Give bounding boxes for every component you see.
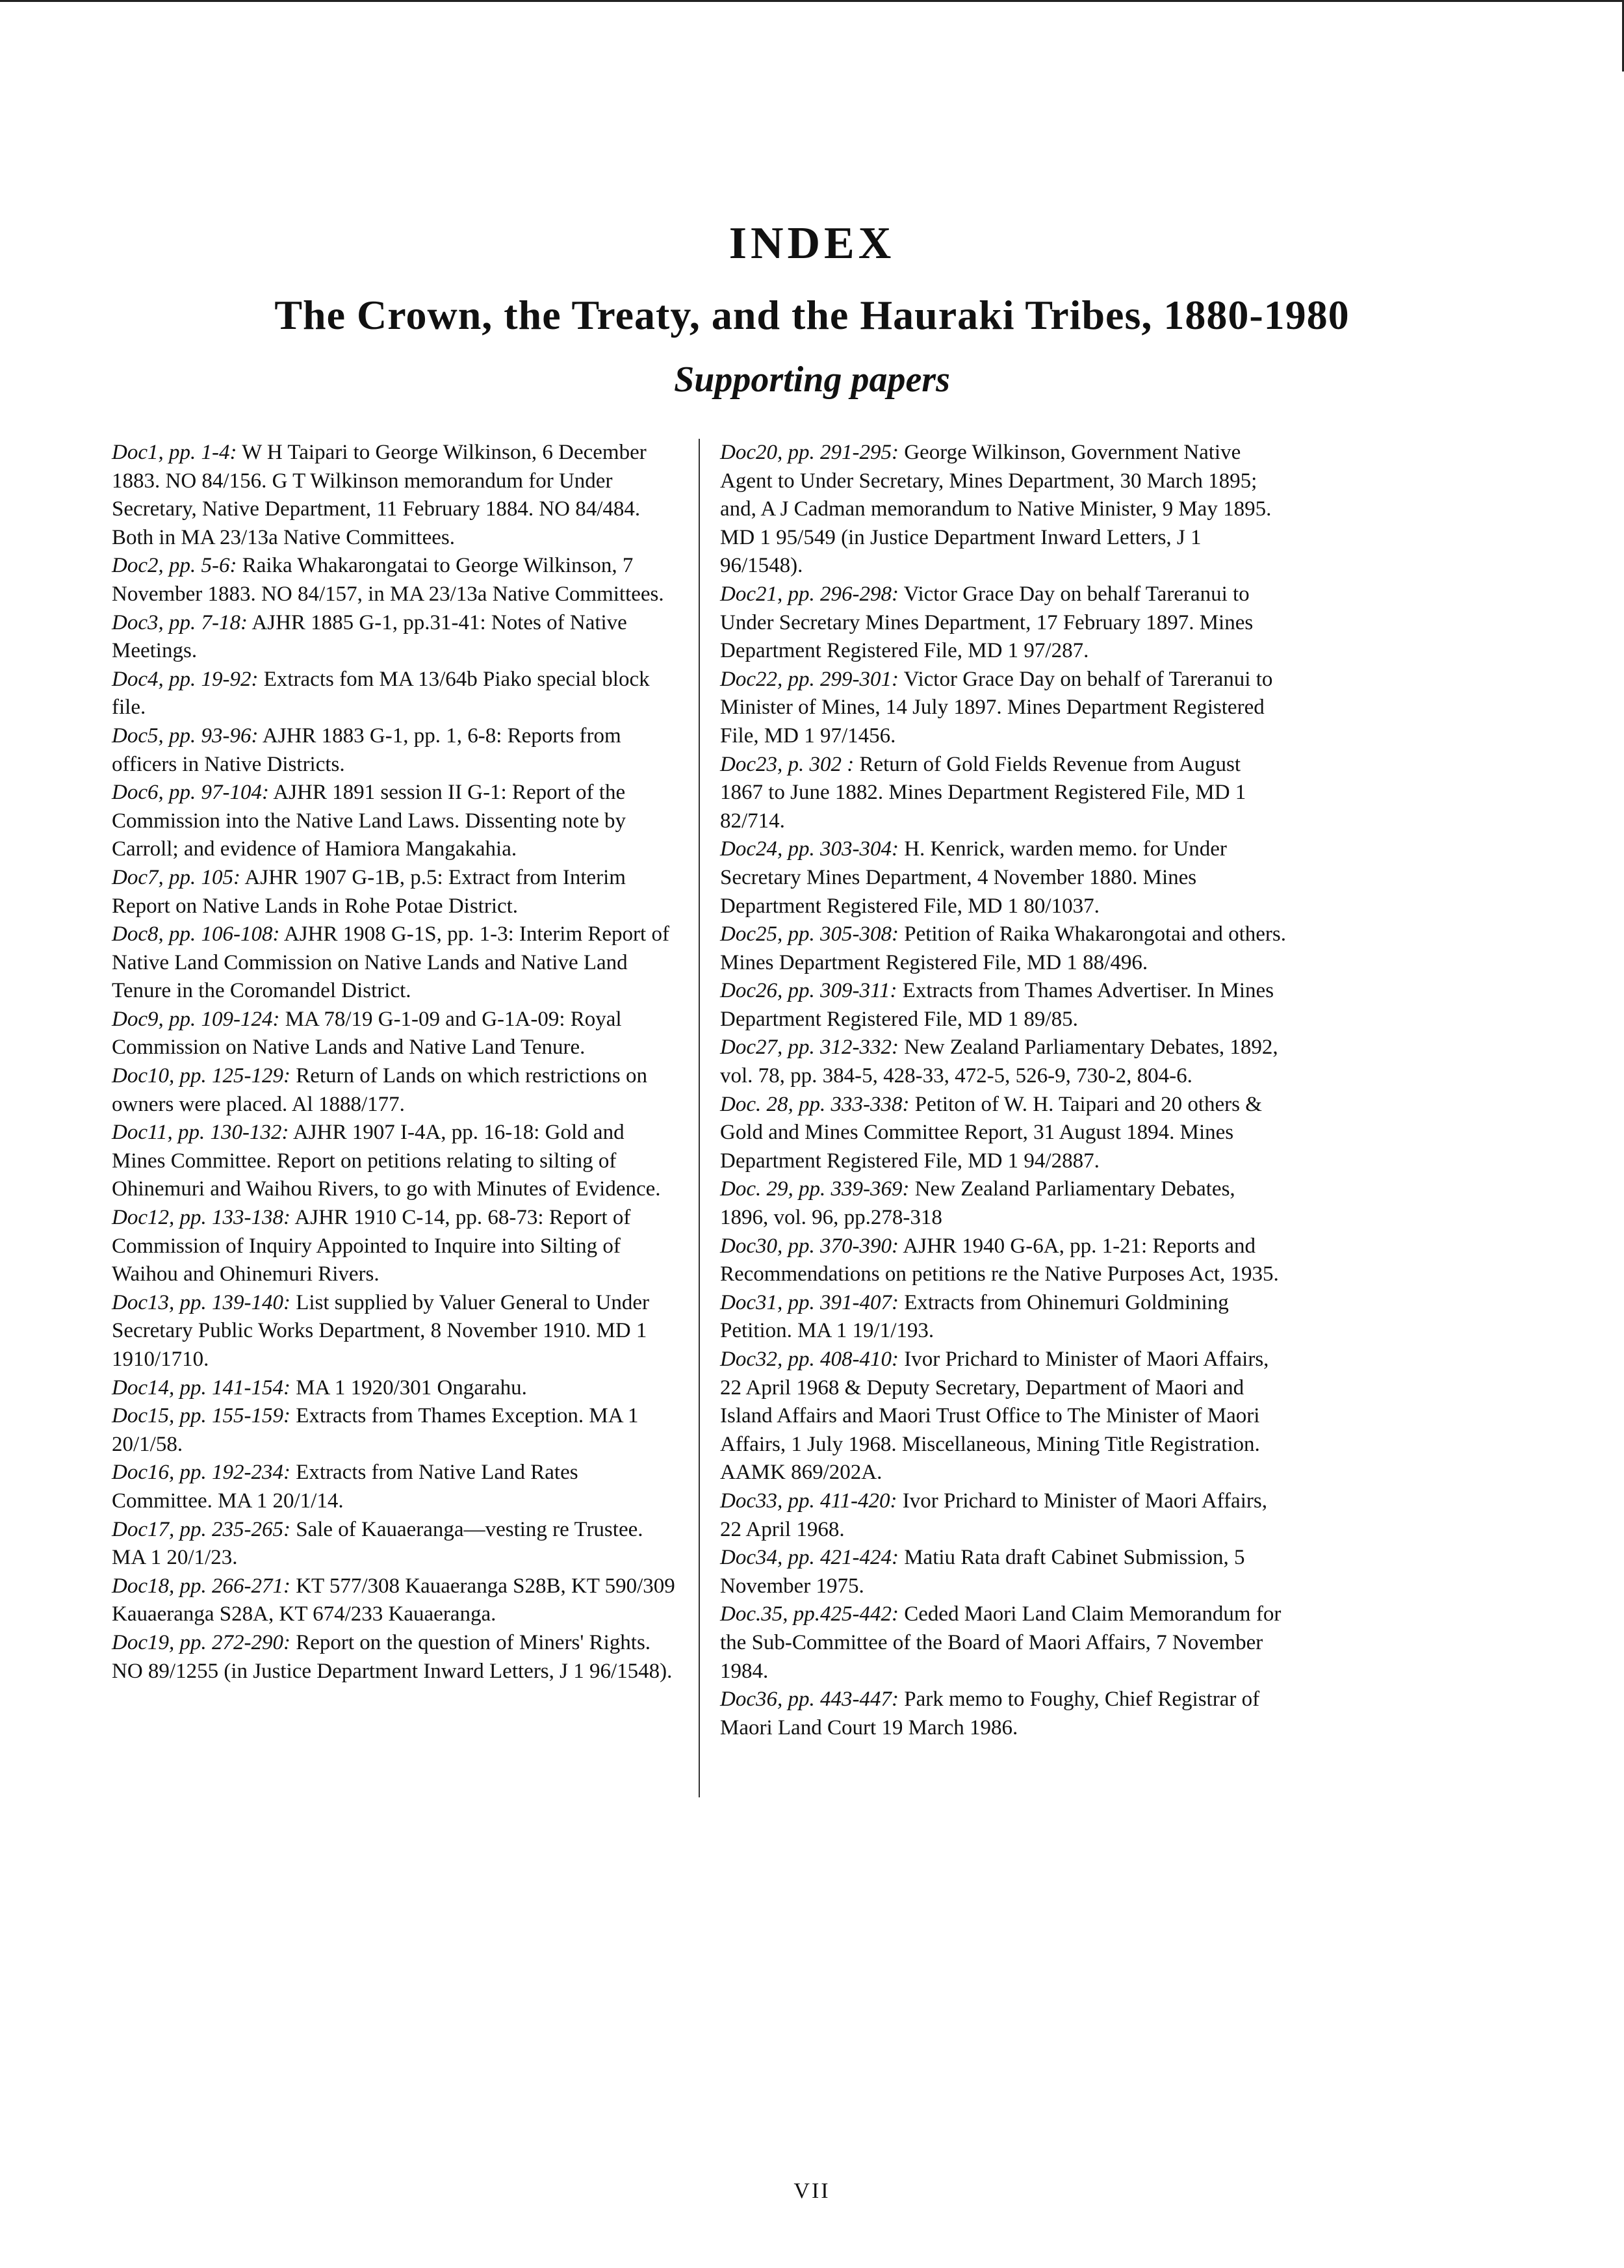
document-reference: Doc1, pp. 1-4: (112, 441, 237, 464)
entry-description: AJHR 1891 session II G-1: Report of the Commission into the Native Land Laws. Dissenting note by Carroll; and evidence of Hamiora Mangakahia. (112, 781, 626, 861)
index-entry (720, 977, 1289, 1034)
index-entry (720, 1600, 1289, 1686)
column-divider (699, 439, 700, 1797)
document-reference: Doc3, pp. 7-18: (112, 610, 248, 634)
document-reference: Doc22, pp. 299-301: (720, 667, 899, 691)
entry-description: Ivor Prichard to Minister of Maori Affairs, 22 April 1968 & Deputy Secretary, Department of Maori and Island Affairs and Maori Trust Office to The Minister of Maori Affairs, 1 July 1968. Miscellaneous, Mining Title Registration. AAMK 869/202A. (720, 1348, 1269, 1485)
document-reference: Doc21, pp. 296-298: (720, 582, 899, 606)
right-column (720, 439, 1289, 1742)
document-reference: Doc10, pp. 125-129: (112, 1064, 290, 1088)
index-entry (112, 1374, 678, 1403)
entry-description: Petition of Raika Whakarongotai and others. Mines Department Registered File, MD 1 88/496. (720, 922, 1286, 974)
document-reference: Doc16, pp. 192-234: (112, 1461, 290, 1485)
index-entry (112, 439, 678, 552)
entry-description: AJHR 1908 G-1S, pp. 1-3: Interim Report of Native Land Commission on Native Lands and Native Land Tenure in the Coromandel District. (112, 922, 669, 1003)
entry-description: List supplied by Valuer General to Under Secretary Public Works Department, 8 November 1910. MD 1 1910/1710. (112, 1290, 649, 1371)
index-entry (112, 920, 678, 1006)
entry-description: MA 78/19 G-1-09 and G-1A-09: Royal Commission on Native Lands and Native Land Tenure. (112, 1007, 622, 1060)
index-entry (112, 1062, 678, 1119)
index-entry (112, 1289, 678, 1374)
index-entry (720, 1232, 1289, 1289)
entry-description: AJHR 1907 I-4A, pp. 16-18: Gold and Mines Committee. Report on petitions relating to silting of Ohinemuri and Waihou Rivers, to go with Minutes of Evidence. (112, 1121, 661, 1201)
document-reference: Doc11, pp. 130-132: (112, 1121, 289, 1145)
index-entry (720, 1686, 1289, 1742)
entry-description: New Zealand Parliamentary Debates, 1892, vol. 78, pp. 384-5, 428-33, 472-5, 526-9, 730-2, 804-6. (720, 1036, 1278, 1088)
index-entry (112, 552, 678, 608)
document-reference: Doc9, pp. 109-124: (112, 1007, 280, 1031)
document-reference: Doc2, pp. 5-6: (112, 554, 237, 578)
section-heading: Supporting papers (674, 359, 950, 400)
index-entry (112, 722, 678, 779)
document-reference: Doc6, pp. 97-104: (112, 781, 269, 805)
document-reference: Doc20, pp. 291-295: (720, 441, 899, 464)
entry-description: New Zealand Parliamentary Debates, 1896, vol. 96, pp.278-318 (720, 1177, 1235, 1230)
document-reference: Doc. 29, pp. 339-369: (720, 1177, 910, 1201)
index-entry (112, 1204, 678, 1289)
page-title: INDEX (728, 218, 896, 268)
index-entry (720, 835, 1289, 920)
document-reference: Doc26, pp. 309-311: (720, 979, 897, 1003)
document-reference: Doc33, pp. 411-420: (720, 1489, 897, 1513)
document-reference: Doc17, pp. 235-265: (112, 1517, 290, 1541)
document-reference: Doc27, pp. 312-332: (720, 1036, 899, 1060)
entry-description: Matiu Rata draft Cabinet Submission, 5 November 1975. (720, 1546, 1245, 1598)
index-entry (720, 1034, 1289, 1090)
index-entry (720, 1544, 1289, 1600)
page-subtitle: The Crown, the Treaty, and the Hauraki Tribes, 1880-1980 (274, 292, 1350, 338)
entry-description: Ceded Maori Land Claim Memorandum for the Sub-Committee of the Board of Maori Affairs, 7 November 1984. (720, 1602, 1282, 1683)
entry-description: Victor Grace Day on behalf Tareranui to Under Secretary Mines Department, 17 February 1897. Mines Department Registered File, MD 1 97/287. (720, 582, 1254, 663)
page-number: VII (793, 2179, 831, 2203)
index-entry (720, 1346, 1289, 1487)
entry-description: George Wilkinson, Government Native Agent to Under Secretary, Mines Department, 30 March 1895; and, A J Cadman memorandum to Native Minister, 9 May 1895. MD 1 95/549 (in Justice Department Inward Letters, J 1 96/1548). (720, 441, 1272, 578)
index-entry (112, 864, 678, 920)
document-reference: Doc24, pp. 303-304: (720, 837, 899, 861)
entry-description: Sale of Kauaeranga—vesting re Trustee. MA 1 20/1/23. (112, 1517, 643, 1570)
index-entry (112, 1629, 678, 1686)
entry-description: AJHR 1885 G-1, pp.31-41: Notes of Native Meetings. (112, 610, 627, 663)
entry-description: AJHR 1910 C-14, pp. 68-73: Report of Commission of Inquiry Appointed to Inquire into Silting of Waihou and Ohinemuri Rivers. (112, 1206, 631, 1286)
index-entry (112, 1572, 678, 1629)
index-entry (112, 1119, 678, 1204)
entry-description: Extracts from Thames Exception. MA 1 20/1/58. (112, 1404, 639, 1456)
document-reference: Doc32, pp. 408-410: (720, 1348, 899, 1371)
index-entry (720, 920, 1289, 977)
entry-description: AJHR 1907 G-1B, p.5: Extract from Interim Report on Native Lands in Rohe Potae District. (112, 865, 626, 918)
document-reference: Doc13, pp. 139-140: (112, 1290, 290, 1314)
entry-description: AJHR 1940 G-6A, pp. 1-21: Reports and Recommendations on petitions re the Native Purposes Act, 1935. (720, 1234, 1279, 1286)
document-reference: Doc15, pp. 155-159: (112, 1404, 290, 1428)
index-entry (112, 1516, 678, 1572)
entry-description: Raika Whakarongatai to George Wilkinson, 7 November 1883. NO 84/157, in MA 23/13a Native Committees. (112, 554, 664, 606)
index-entry (112, 1459, 678, 1515)
entry-description: Report on the question of Miners' Rights. NO 89/1255 (in Justice Department Inward Letters, J 1 96/1548). (112, 1630, 673, 1683)
index-entry (112, 779, 678, 864)
index-entry (720, 1091, 1289, 1176)
entry-description: AJHR 1883 G-1, pp. 1, 6-8: Reports from officers in Native Districts. (112, 723, 621, 776)
index-entry (720, 751, 1289, 836)
document-reference: Doc23, p. 302 : (720, 752, 855, 776)
entry-description: Return of Gold Fields Revenue from August 1867 to June 1882. Mines Department Registered File, MD 1 82/714. (720, 752, 1246, 833)
index-entry (720, 666, 1289, 751)
document-reference: Doc30, pp. 370-390: (720, 1234, 899, 1258)
entry-description: Extracts fom MA 13/64b Piako special block file. (112, 667, 650, 720)
index-entry (720, 439, 1289, 580)
document-reference: Doc7, pp. 105: (112, 865, 240, 889)
index-entry (112, 1006, 678, 1062)
document-reference: Doc. 28, pp. 333-338: (720, 1092, 910, 1116)
document-reference: Doc5, pp. 93-96: (112, 723, 259, 748)
entry-description: MA 1 1920/301 Ongarahu. (290, 1375, 527, 1400)
document-reference: Doc19, pp. 272-290: (112, 1630, 290, 1654)
document-reference: Doc34, pp. 421-424: (720, 1546, 899, 1570)
document-reference: Doc14, pp. 141-154: (112, 1375, 290, 1400)
entry-description: Park memo to Foughy, Chief Registrar of Maori Land Court 19 March 1986. (720, 1688, 1260, 1740)
index-entry (112, 609, 678, 666)
entry-description: Ivor Prichard to Minister of Maori Affairs, 22 April 1968. (720, 1489, 1267, 1541)
index-entry (720, 1175, 1289, 1232)
index-entry (720, 580, 1289, 666)
entry-description: Return of Lands on which restrictions on owners were placed. Al 1888/177. (112, 1064, 647, 1116)
top-border-rule (0, 0, 1624, 2)
entry-description: Petiton of W. H. Taipari and 20 others & Gold and Mines Committee Report, 31 August 1894. Mines Department Registered File, MD 1 94/2887. (720, 1092, 1262, 1173)
document-reference: Doc36, pp. 443-447: (720, 1688, 899, 1712)
document-reference: Doc12, pp. 133-138: (112, 1206, 290, 1230)
document-reference: Doc25, pp. 305-308: (720, 922, 899, 946)
document-reference: Doc18, pp. 266-271: (112, 1574, 290, 1598)
entry-description: Victor Grace Day on behalf of Tareranui to Minister of Mines, 14 July 1897. Mines Department Registered File, MD 1 97/1456. (720, 667, 1273, 748)
entry-description: Extracts from Native Land Rates Committee. MA 1 20/1/14. (112, 1461, 578, 1513)
index-entry (720, 1289, 1289, 1346)
index-entry (112, 1402, 678, 1459)
document-reference: Doc31, pp. 391-407: (720, 1290, 899, 1314)
document-reference: Doc.35, pp.425-442: (720, 1602, 899, 1626)
entry-description: H. Kenrick, warden memo. for Under Secretary Mines Department, 4 November 1880. Mines Department Registered File, MD 1 80/1037. (720, 837, 1227, 918)
entry-description: W H Taipari to George Wilkinson, 6 December 1883. NO 84/156. G T Wilkinson memorandum for Under Secretary, Native Department, 11 February 1884. NO 84/484. Both in MA 23/13a Native Committees. (112, 441, 647, 549)
entry-description: Extracts from Thames Advertiser. In Mines Department Registered File, MD 1 89/85. (720, 979, 1274, 1031)
entry-description: Extracts from Ohinemuri Goldmining Petition. MA 1 19/1/193. (720, 1290, 1229, 1343)
entry-description: KT 577/308 Kauaeranga S28B, KT 590/309 Kauaeranga S28A, KT 674/233 Kauaeranga. (112, 1574, 675, 1626)
index-entry (720, 1487, 1289, 1544)
index-entry (112, 666, 678, 722)
left-column (112, 439, 678, 1686)
document-reference: Doc4, pp. 19-92: (112, 667, 259, 691)
document-reference: Doc8, pp. 106-108: (112, 922, 280, 946)
